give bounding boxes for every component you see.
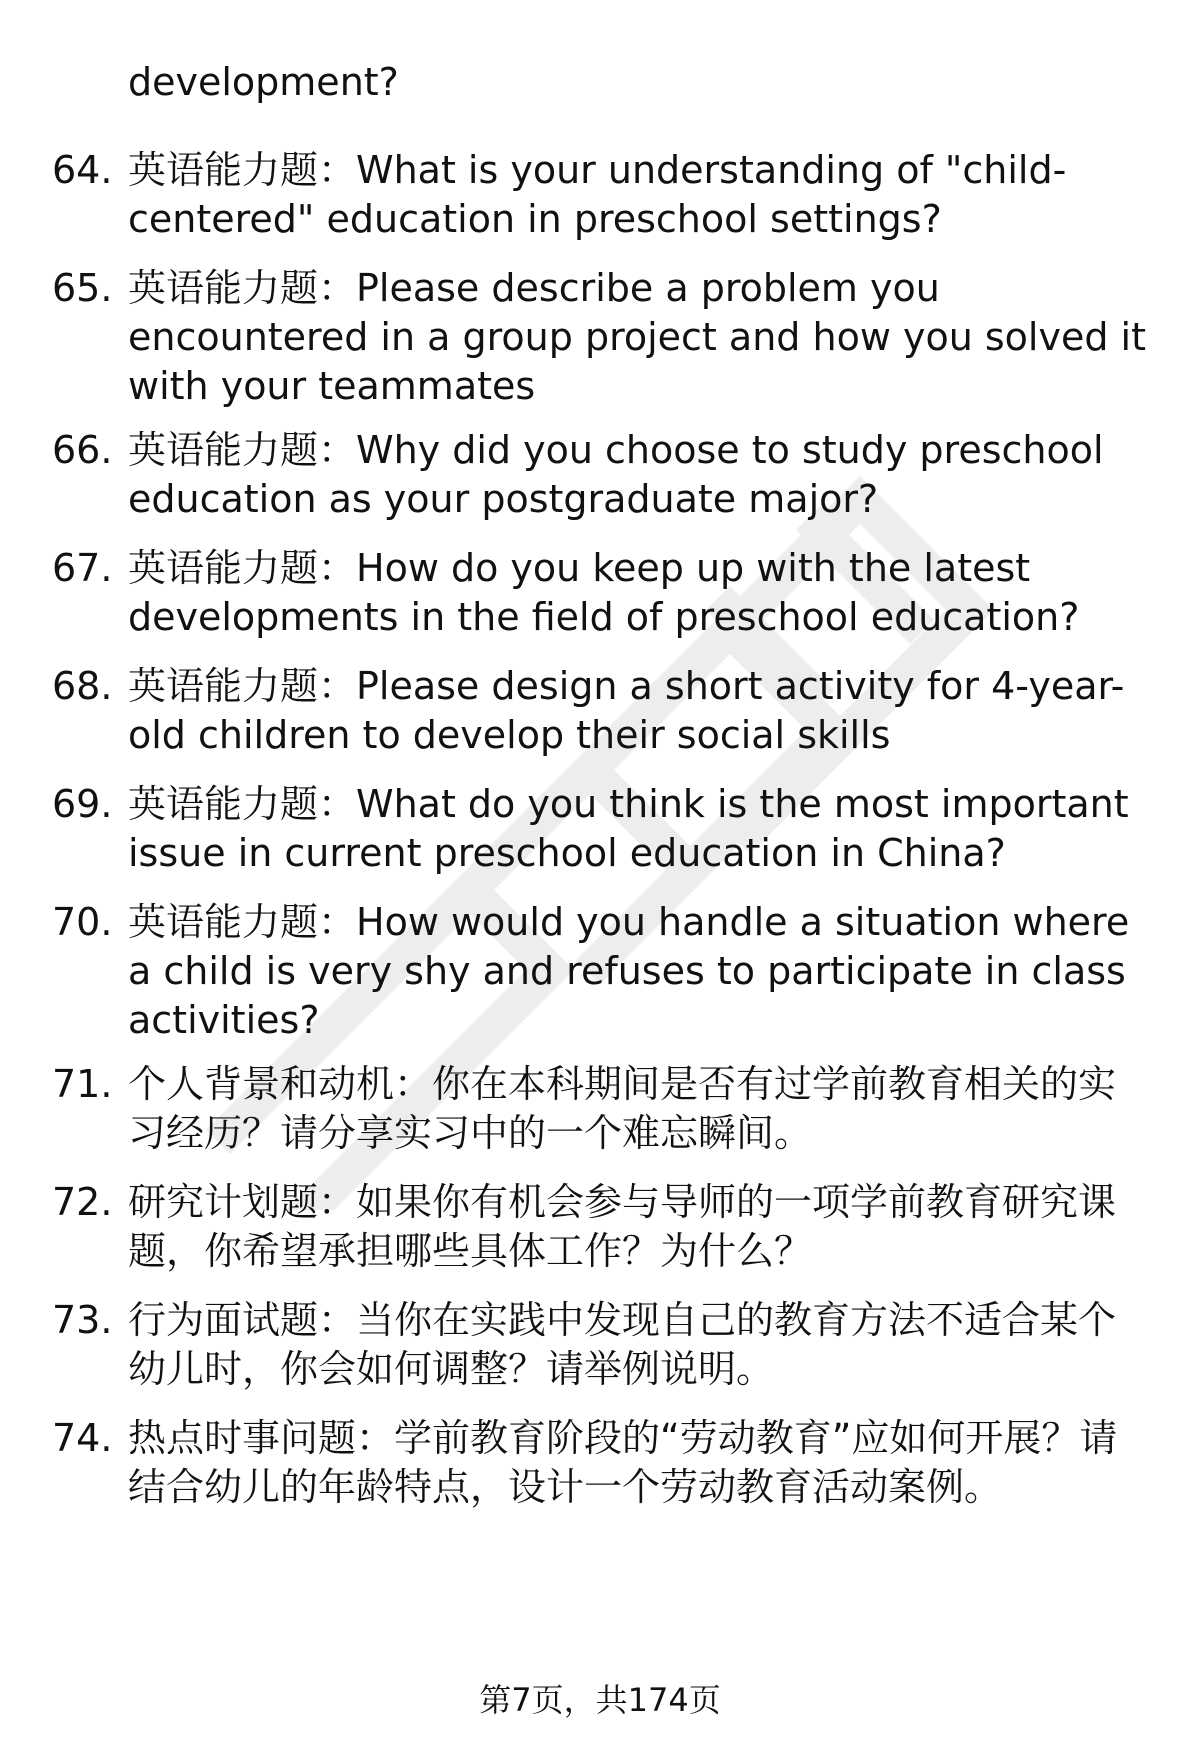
question-number: 71. bbox=[52, 1062, 113, 1106]
question-number: 70. bbox=[52, 900, 113, 944]
question-text: 英语能力题：Please describe a problem you encountered in a group project and how you solved it with your teammates bbox=[128, 266, 1147, 408]
question-number: 65. bbox=[52, 266, 113, 310]
question-number: 72. bbox=[52, 1180, 113, 1224]
question-text: 研究计划题：如果你有机会参与导师的一项学前教育研究课题，你希望承担哪些具体工作？为什么？ bbox=[128, 1180, 1117, 1273]
question-text: 行为面试题：当你在实践中发现自己的教育方法不适合某个幼儿时，你会如何调整？请举例说明。 bbox=[128, 1298, 1117, 1391]
question-text: 英语能力题：Why did you choose to study preschool education as your postgraduate major? bbox=[128, 428, 1104, 521]
question-number: 69. bbox=[52, 782, 113, 826]
question-text: 热点时事问题：学前教育阶段的“劳动教育”应如何开展？请结合幼儿的年龄特点，设计一个劳动教育活动案例。 bbox=[128, 1416, 1118, 1509]
question-number: 73. bbox=[52, 1298, 113, 1342]
question-number: 66. bbox=[52, 428, 113, 472]
question-text: 英语能力题：How would you handle a situation where a child is very shy and refuses to participate in class activities? bbox=[128, 900, 1130, 1042]
question-number: 67. bbox=[52, 546, 113, 590]
question-text: 英语能力题：Please design a short activity for 4-year-old children to develop their social skills bbox=[128, 664, 1125, 757]
question-text: 英语能力题：How do you keep up with the latest developments in the field of preschool education? bbox=[128, 546, 1080, 639]
question-text: 个人背景和动机：你在本科期间是否有过学前教育相关的实习经历？请分享实习中的一个难忘瞬间。 bbox=[128, 1062, 1117, 1155]
page-number-footer: 第7页，共174页 bbox=[479, 1681, 721, 1719]
question-number: 68. bbox=[52, 664, 113, 708]
question-text: 英语能力题：What do you think is the most important issue in current preschool education in China? bbox=[128, 782, 1129, 875]
question-number: 74. bbox=[52, 1416, 113, 1460]
continued-question-text: development? bbox=[128, 60, 399, 104]
question-number: 64. bbox=[52, 148, 113, 192]
question-text: 英语能力题：What is your understanding of "child-centered" education in preschool settings? bbox=[128, 148, 1067, 241]
